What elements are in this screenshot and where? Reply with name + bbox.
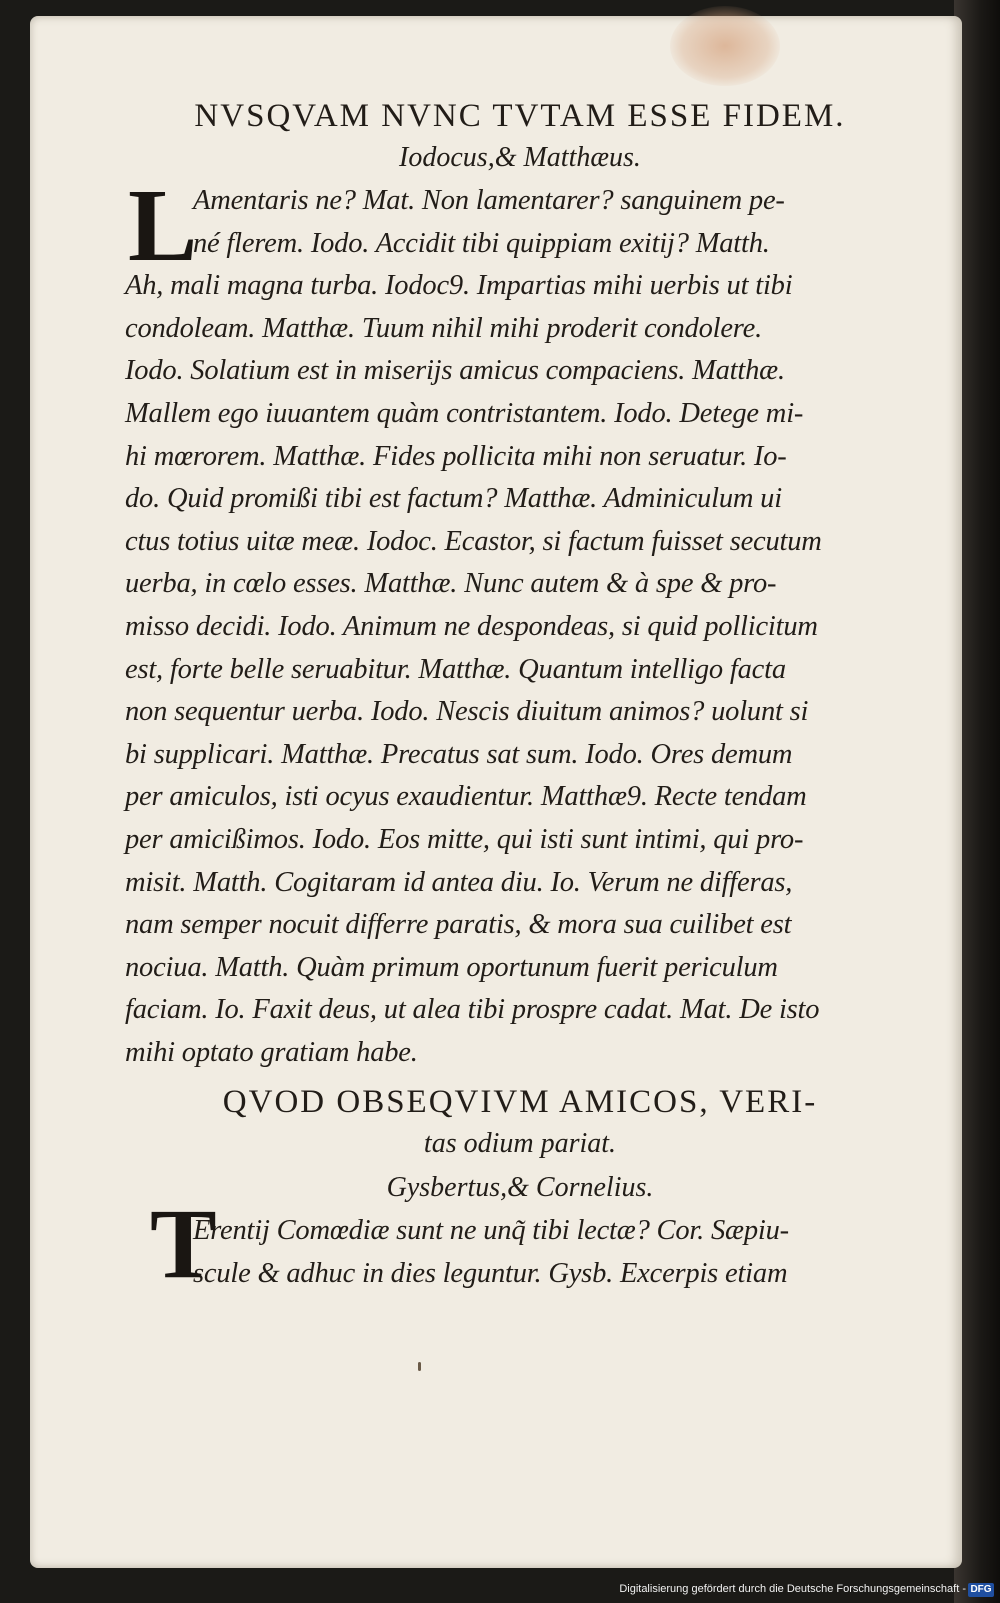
text-line: ctus totius uitæ meæ. Iodoc. Ecastor, si factum fuisset secutum	[125, 525, 822, 557]
section-heading: NVSQVAM NVNC TVTAM ESSE FIDEM.	[194, 98, 846, 134]
text-line: nociua. Matth. Quàm primum oportunum fuerit periculum	[125, 951, 778, 983]
text-line: hi mœrorem. Matthæ. Fides pollicita mihi non seruatur. Io-	[125, 440, 787, 472]
text-line: Erentij Comœdiæ sunt ne unq̃ tibi lectæ? Cor. Sæpiu-	[193, 1215, 789, 1247]
drop-capital-initial: L	[128, 168, 198, 283]
text-line: per amiculos, isti ocyus exaudientur. Matthæ9. Recte tendam	[125, 781, 807, 813]
section-heading-continuation: tas odium pariat.	[423, 1128, 617, 1160]
text-line: Mallem ego iuuantem quàm contristantem. Iodo. Detege mi-	[125, 397, 804, 429]
text-line: misso decidi. Iodo. Animum ne despondeas, si quid pollicitum	[125, 610, 818, 642]
ink-mark	[418, 1362, 421, 1371]
text-line: nam semper nocuit differre paratis, & mora sua cuilibet est	[125, 909, 792, 941]
text-line: né flerem. Iodo. Accidit tibi quippiam exitij? Matth.	[193, 227, 770, 259]
text-line: condoleam. Matthæ. Tuum nihil mihi proderit condolere.	[125, 312, 763, 344]
speakers-line: Iodocus,& Matthæus.	[399, 142, 641, 173]
text-line: est, forte belle seruabitur. Matthæ. Quantum intelligo facta	[125, 653, 786, 685]
page-stain	[670, 6, 780, 86]
page-text-block	[125, 96, 915, 1299]
digitization-credit: Digitalisierung gefördert durch die Deutsche Forschungsgemeinschaft -	[619, 1583, 966, 1595]
text-line: faciam. Io. Faxit deus, ut alea tibi prospre cadat. Mat. De isto	[125, 994, 820, 1026]
text-line: per amicißimos. Iodo. Eos mitte, qui isti sunt intimi, qui pro-	[125, 823, 804, 855]
text-line: mihi optato gratiam habe.	[125, 1036, 418, 1068]
text-line: non sequentur uerba. Iodo. Nescis diuitum animos? uolunt si	[125, 696, 809, 728]
text-line: do. Quid promißi tibi est factum? Matthæ. Adminiculum ui	[125, 483, 782, 515]
text-line: bi supplicari. Matthæ. Precatus sat sum. Iodo. Ores demum	[125, 738, 793, 770]
text-line: Amentaris ne? Mat. Non lamentarer? sanguinem pe-	[193, 185, 785, 216]
text-line: uerba, in cœlo esses. Matthæ. Nunc autem & à spe & pro-	[125, 568, 777, 600]
section-heading: QVOD OBSEQVIVM AMICOS, VERI-	[222, 1084, 818, 1121]
text-line: misit. Matth. Cogitaram id antea diu. Io. Verum ne differas,	[125, 866, 793, 898]
dfg-logo: DFG	[968, 1583, 994, 1597]
drop-capital-initial: T	[150, 1188, 217, 1299]
speakers-line: Gysbertus,& Cornelius.	[386, 1172, 654, 1204]
text-line: Ah, mali magna turba. Iodoc9. Impartias mihi uerbis ut tibi	[125, 270, 793, 302]
text-line: scule & adhuc in dies leguntur. Gysb. Excerpis etiam	[193, 1258, 788, 1290]
text-line: Iodo. Solatium est in miserijs amicus compaciens. Matthæ.	[125, 355, 785, 387]
